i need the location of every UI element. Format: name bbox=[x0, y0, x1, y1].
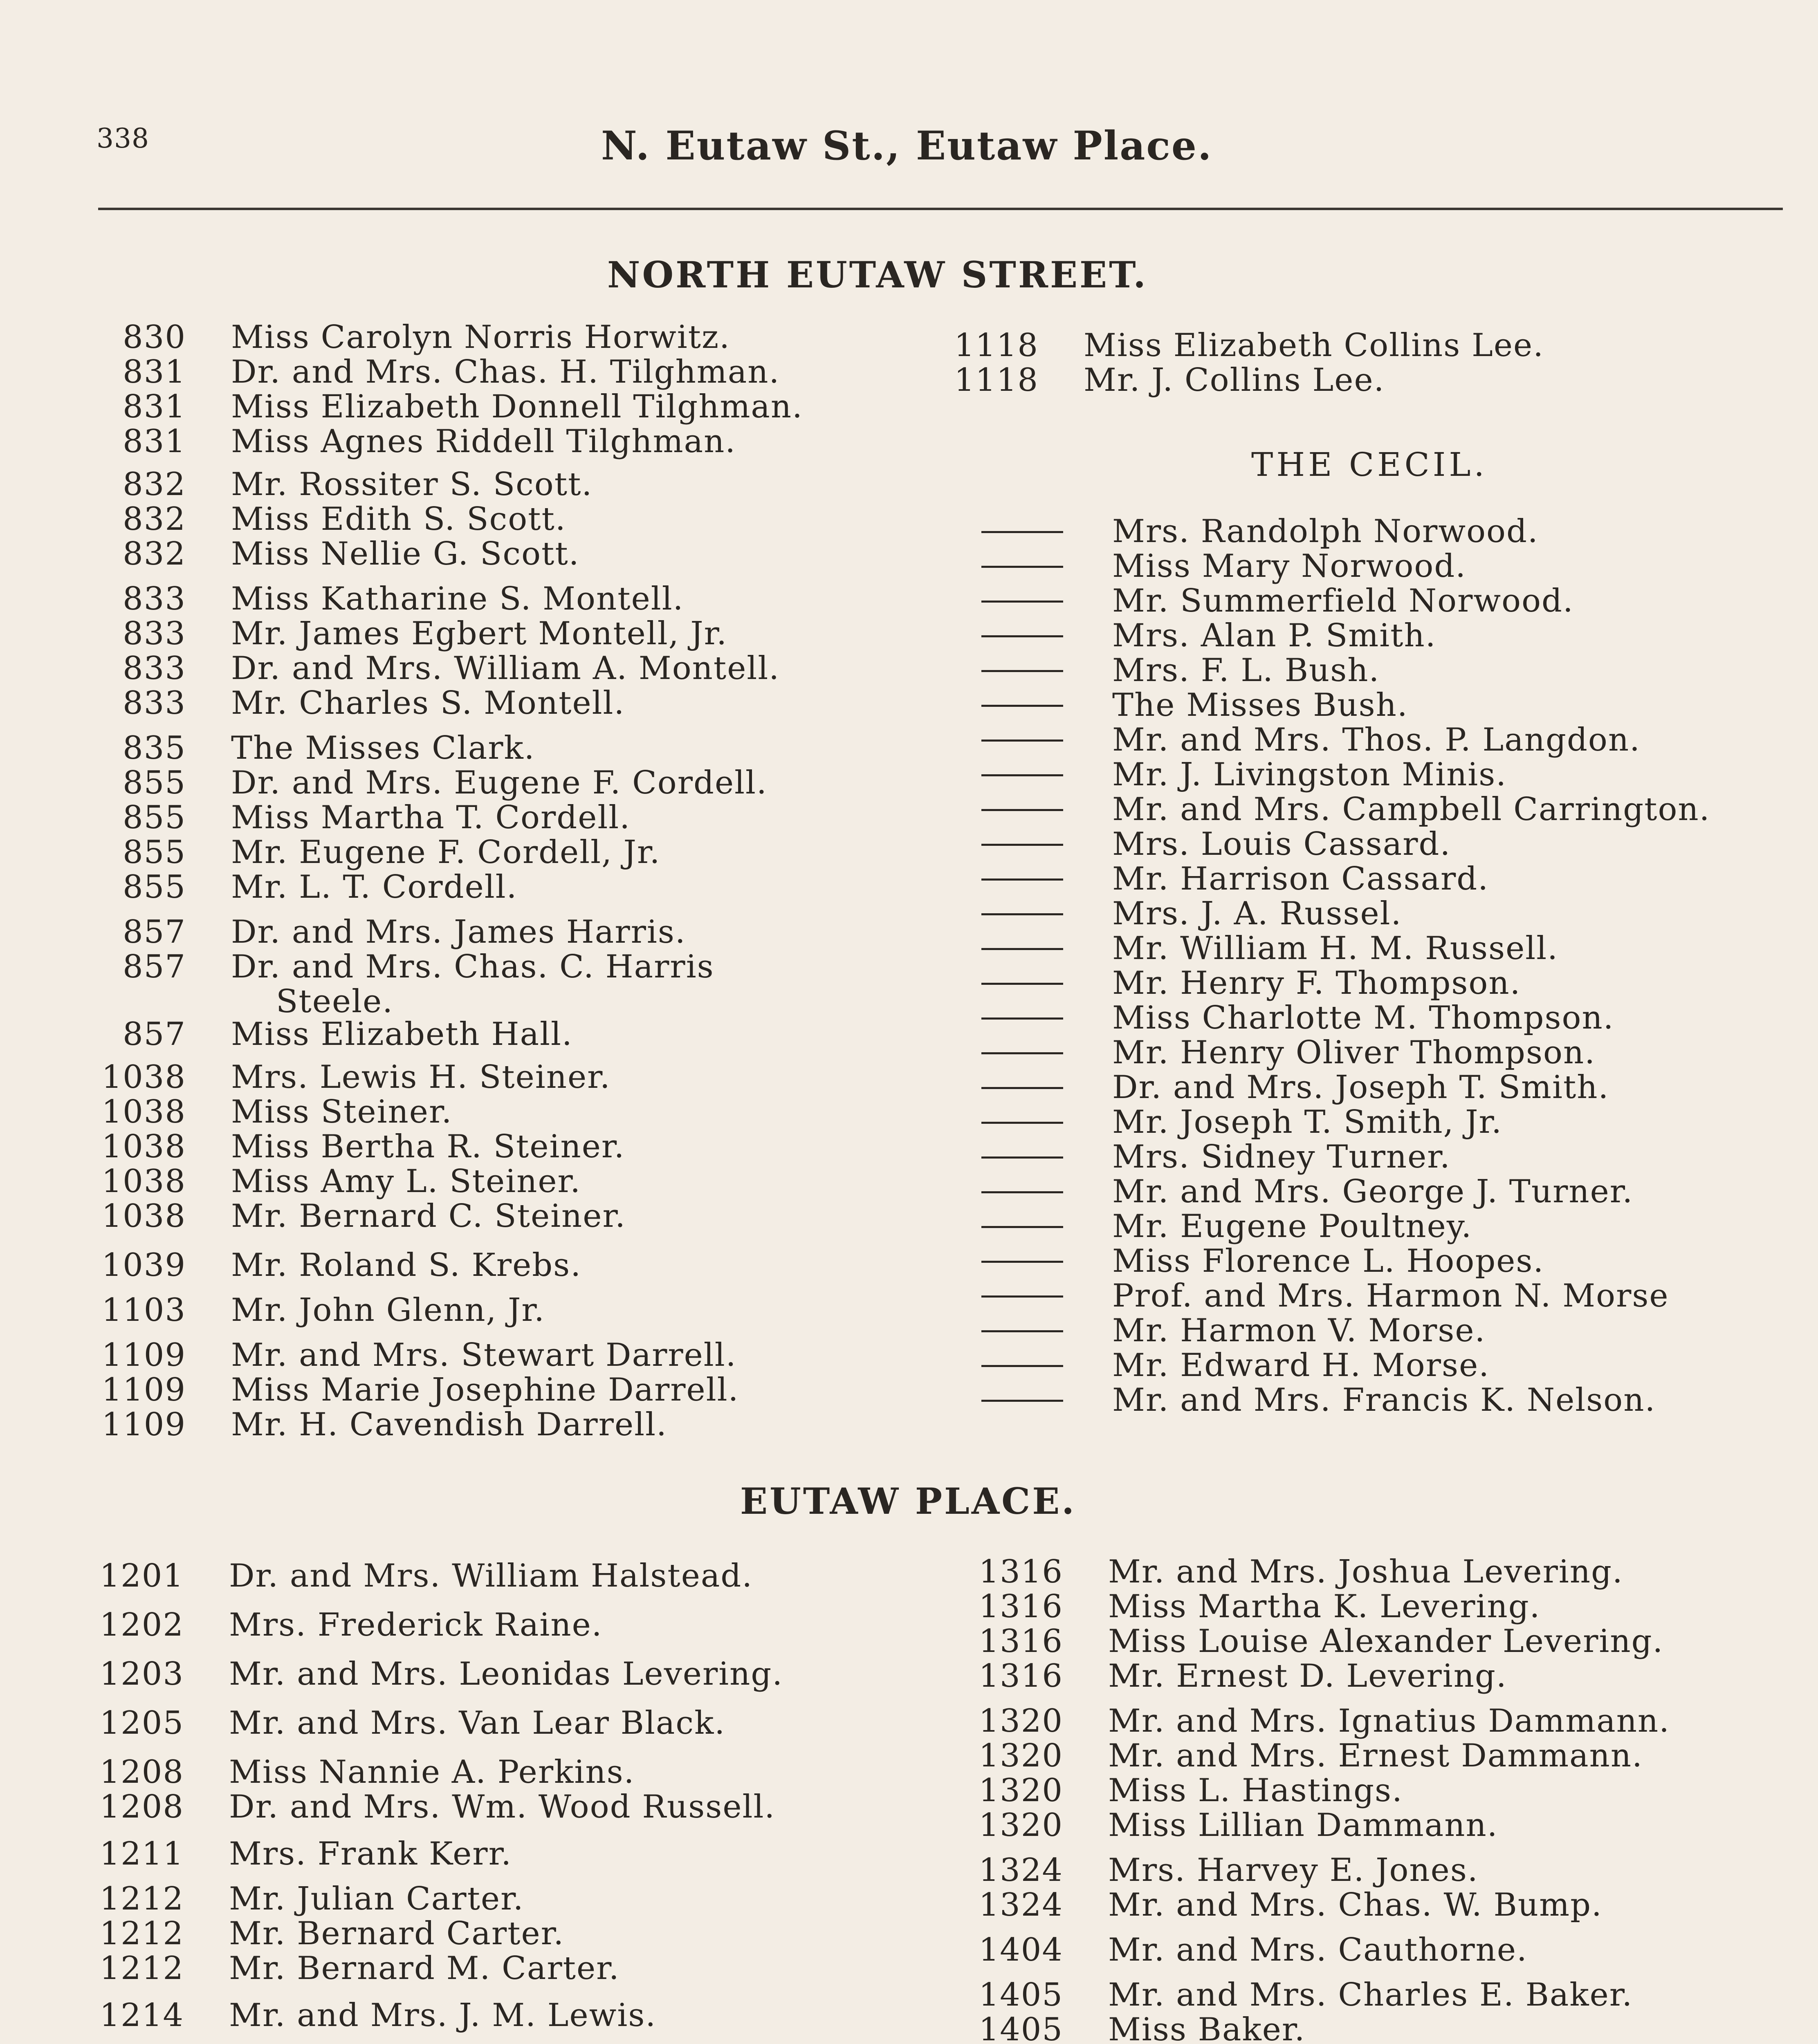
resident-name: Miss Elizabeth Hall. bbox=[231, 1016, 573, 1053]
ditto-dash bbox=[981, 740, 1063, 742]
house-number: 1320 bbox=[979, 1737, 1063, 1774]
resident-name: Mr. Summerfield Norwood. bbox=[1112, 583, 1574, 619]
resident-name: Miss Edith S. Scott. bbox=[231, 501, 566, 538]
resident-name: Mr. Harrison Cassard. bbox=[1112, 861, 1489, 897]
resident-name-continued: Steele. bbox=[276, 983, 393, 1020]
resident-name: Mr. and Mrs. Thos. P. Langdon. bbox=[1112, 722, 1641, 758]
resident-name: Mr. and Mrs. J. M. Lewis. bbox=[229, 1997, 657, 2034]
house-number: 1118 bbox=[954, 327, 1039, 364]
house-number: 1201 bbox=[99, 1558, 184, 1594]
ditto-dash bbox=[981, 1261, 1063, 1263]
house-number: 1316 bbox=[979, 1553, 1063, 1590]
resident-name: Mrs. Lewis H. Steiner. bbox=[231, 1059, 611, 1096]
resident-name: Miss Martha T. Cordell. bbox=[231, 799, 631, 836]
house-number: 1038 bbox=[101, 1198, 186, 1235]
resident-name: Mrs. Randolph Norwood. bbox=[1112, 513, 1539, 550]
house-number: 833 bbox=[123, 685, 186, 722]
ditto-dash bbox=[981, 844, 1063, 846]
resident-name: Miss Florence L. Hoopes. bbox=[1112, 1243, 1544, 1280]
resident-name: Miss L. Hastings. bbox=[1108, 1772, 1403, 1809]
resident-name: Prof. and Mrs. Harmon N. Morse bbox=[1112, 1278, 1669, 1314]
resident-name: Mrs. Sidney Turner. bbox=[1112, 1139, 1451, 1175]
house-number: 830 bbox=[123, 319, 186, 356]
resident-name: Mr. Bernard Carter. bbox=[229, 1915, 565, 1952]
resident-name: Miss Amy L. Steiner. bbox=[231, 1163, 581, 1200]
house-number: 1405 bbox=[979, 2011, 1063, 2044]
house-number: 1208 bbox=[99, 1754, 184, 1791]
resident-name: Mr. and Mrs. Chas. W. Bump. bbox=[1108, 1887, 1603, 1923]
house-number: 1118 bbox=[954, 362, 1039, 399]
resident-name: Dr. and Mrs. Chas. C. Harris bbox=[231, 948, 714, 985]
ditto-dash bbox=[981, 1087, 1063, 1089]
house-number: 832 bbox=[123, 536, 186, 572]
house-number: 1109 bbox=[101, 1372, 186, 1408]
resident-name: Mr. J. Livingston Minis. bbox=[1112, 756, 1507, 793]
resident-name: Mr. and Mrs. Campbell Carrington. bbox=[1112, 791, 1710, 828]
house-number: 835 bbox=[123, 730, 186, 766]
resident-name: The Misses Clark. bbox=[231, 730, 535, 766]
resident-name: Mr. and Mrs. Leonidas Levering. bbox=[229, 1656, 783, 1692]
ditto-dash bbox=[981, 705, 1063, 707]
house-number: 1214 bbox=[99, 1997, 184, 2034]
ditto-dash bbox=[981, 774, 1063, 776]
resident-name: Mr. Henry F. Thompson. bbox=[1112, 965, 1521, 1002]
resident-name: Mr. and Mrs. Cauthorne. bbox=[1108, 1932, 1528, 1968]
ditto-dash bbox=[981, 1226, 1063, 1228]
resident-name: Dr. and Mrs. Wm. Wood Russell. bbox=[229, 1788, 776, 1825]
resident-name: Miss Nellie G. Scott. bbox=[231, 536, 580, 572]
resident-name: Miss Baker. bbox=[1108, 2011, 1306, 2044]
resident-name: Mrs. Alan P. Smith. bbox=[1112, 617, 1436, 654]
resident-name: Dr. and Mrs. Joseph T. Smith. bbox=[1112, 1069, 1609, 1106]
resident-name: Dr. and Mrs. Eugene F. Cordell. bbox=[231, 764, 768, 801]
house-number: 1405 bbox=[979, 1977, 1063, 2013]
subsection-title-the-cecil: THE CECIL. bbox=[1251, 446, 1488, 484]
resident-name: The Misses Bush. bbox=[1112, 687, 1408, 724]
resident-name: Mr. Charles S. Montell. bbox=[231, 685, 625, 722]
resident-name: Mr. Ernest D. Levering. bbox=[1108, 1658, 1507, 1694]
resident-name: Mrs. Louis Cassard. bbox=[1112, 826, 1451, 863]
house-number: 831 bbox=[123, 423, 186, 460]
resident-name: Mrs. Harvey E. Jones. bbox=[1108, 1852, 1479, 1889]
ditto-dash bbox=[981, 601, 1063, 603]
running-title: N. Eutaw St., Eutaw Place. bbox=[601, 123, 1213, 169]
resident-name: Miss Marie Josephine Darrell. bbox=[231, 1372, 739, 1408]
ditto-dash bbox=[981, 809, 1063, 811]
resident-name: Miss Bertha R. Steiner. bbox=[231, 1128, 625, 1165]
house-number: 1320 bbox=[979, 1772, 1063, 1809]
ditto-dash bbox=[981, 566, 1063, 568]
house-number: 1038 bbox=[101, 1059, 186, 1096]
house-number: 1320 bbox=[979, 1807, 1063, 1844]
resident-name: Mr. Bernard M. Carter. bbox=[229, 1950, 620, 1987]
resident-name: Mr. H. Cavendish Darrell. bbox=[231, 1406, 667, 1443]
resident-name: Miss Martha K. Levering. bbox=[1108, 1588, 1541, 1625]
house-number: 1038 bbox=[101, 1094, 186, 1130]
house-number: 1212 bbox=[99, 1880, 184, 1917]
house-number: 857 bbox=[123, 914, 186, 950]
resident-name: Mr. and Mrs. Charles E. Baker. bbox=[1108, 1977, 1633, 2013]
house-number: 1404 bbox=[979, 1932, 1063, 1968]
resident-name: Mr. Julian Carter. bbox=[229, 1880, 524, 1917]
ditto-dash bbox=[981, 913, 1063, 915]
house-number: 857 bbox=[123, 948, 186, 985]
resident-name: Mr. John Glenn, Jr. bbox=[231, 1292, 545, 1329]
resident-name: Mr. L. T. Cordell. bbox=[231, 869, 518, 905]
resident-name: Mr. and Mrs. Ignatius Dammann. bbox=[1108, 1703, 1670, 1739]
house-number: 855 bbox=[123, 834, 186, 871]
ditto-dash bbox=[981, 635, 1063, 637]
house-number: 855 bbox=[123, 869, 186, 905]
house-number: 1109 bbox=[101, 1406, 186, 1443]
house-number: 1038 bbox=[101, 1163, 186, 1200]
house-number: 1320 bbox=[979, 1703, 1063, 1739]
house-number: 855 bbox=[123, 764, 186, 801]
resident-name: Miss Lillian Dammann. bbox=[1108, 1807, 1498, 1844]
header-rule bbox=[98, 208, 1783, 210]
resident-name: Mrs. F. L. Bush. bbox=[1112, 652, 1380, 689]
house-number: 833 bbox=[123, 580, 186, 617]
house-number: 1203 bbox=[99, 1656, 184, 1692]
ditto-dash bbox=[981, 1122, 1063, 1124]
resident-name: Dr. and Mrs. Chas. H. Tilghman. bbox=[231, 354, 780, 390]
resident-name: Mr. and Mrs. Joshua Levering. bbox=[1108, 1553, 1623, 1590]
house-number: 1038 bbox=[101, 1128, 186, 1165]
ditto-dash bbox=[981, 1052, 1063, 1054]
ditto-dash bbox=[981, 983, 1063, 985]
ditto-dash bbox=[981, 1018, 1063, 1020]
resident-name: Miss Steiner. bbox=[231, 1094, 453, 1130]
house-number: 833 bbox=[123, 615, 186, 652]
house-number: 1103 bbox=[101, 1292, 186, 1329]
house-number: 1211 bbox=[99, 1836, 184, 1872]
resident-name: Miss Agnes Riddell Tilghman. bbox=[231, 423, 736, 460]
resident-name: Dr. and Mrs. William A. Montell. bbox=[231, 650, 780, 687]
resident-name: Mr. J. Collins Lee. bbox=[1084, 362, 1385, 399]
house-number: 1039 bbox=[101, 1247, 186, 1284]
resident-name: Mr. Eugene F. Cordell, Jr. bbox=[231, 834, 661, 871]
house-number: 831 bbox=[123, 388, 186, 425]
house-number: 1316 bbox=[979, 1588, 1063, 1625]
resident-name: Mr. and Mrs. Francis K. Nelson. bbox=[1112, 1382, 1656, 1419]
resident-name: Mr. Henry Oliver Thompson. bbox=[1112, 1034, 1596, 1071]
house-number: 1324 bbox=[979, 1852, 1063, 1889]
resident-name: Dr. and Mrs. James Harris. bbox=[231, 914, 686, 950]
resident-name: Mrs. J. A. Russel. bbox=[1112, 895, 1402, 932]
resident-name: Mr. Harmon V. Morse. bbox=[1112, 1312, 1486, 1349]
resident-name: Mr. William H. M. Russell. bbox=[1112, 930, 1558, 967]
resident-name: Miss Elizabeth Collins Lee. bbox=[1084, 327, 1544, 364]
ditto-dash bbox=[981, 670, 1063, 672]
resident-name: Mr. Roland S. Krebs. bbox=[231, 1247, 581, 1284]
resident-name: Mr. James Egbert Montell, Jr. bbox=[231, 615, 728, 652]
ditto-dash bbox=[981, 531, 1063, 533]
section-title-eutaw-place: EUTAW PLACE. bbox=[740, 1480, 1076, 1522]
resident-name: Mr. and Mrs. George J. Turner. bbox=[1112, 1173, 1634, 1210]
house-number: 1208 bbox=[99, 1788, 184, 1825]
resident-name: Mr. Rossiter S. Scott. bbox=[231, 466, 593, 503]
resident-name: Miss Elizabeth Donnell Tilghman. bbox=[231, 388, 803, 425]
resident-name: Mr. Bernard C. Steiner. bbox=[231, 1198, 626, 1235]
resident-name: Mr. and Mrs. Van Lear Black. bbox=[229, 1705, 726, 1741]
house-number: 832 bbox=[123, 501, 186, 538]
resident-name: Miss Carolyn Norris Horwitz. bbox=[231, 319, 730, 356]
resident-name: Miss Louise Alexander Levering. bbox=[1108, 1623, 1664, 1660]
section-title-north-eutaw: NORTH EUTAW STREET. bbox=[607, 253, 1148, 296]
page-number: 338 bbox=[97, 123, 149, 154]
ditto-dash bbox=[981, 1156, 1063, 1159]
house-number: 857 bbox=[123, 1016, 186, 1053]
house-number: 1205 bbox=[99, 1705, 184, 1741]
resident-name: Mr. Joseph T. Smith, Jr. bbox=[1112, 1104, 1502, 1141]
house-number: 1212 bbox=[99, 1950, 184, 1987]
resident-name: Mrs. Frederick Raine. bbox=[229, 1607, 603, 1643]
resident-name: Miss Mary Norwood. bbox=[1112, 548, 1467, 585]
house-number: 1109 bbox=[101, 1337, 186, 1374]
resident-name: Mr. Eugene Poultney. bbox=[1112, 1208, 1472, 1245]
resident-name: Mr. Edward H. Morse. bbox=[1112, 1347, 1490, 1384]
resident-name: Miss Katharine S. Montell. bbox=[231, 580, 684, 617]
house-number: 1316 bbox=[979, 1658, 1063, 1694]
resident-name: Mr. and Mrs. Ernest Dammann. bbox=[1108, 1737, 1643, 1774]
house-number: 1324 bbox=[979, 1887, 1063, 1923]
resident-name: Miss Charlotte M. Thompson. bbox=[1112, 1000, 1614, 1036]
resident-name: Dr. and Mrs. William Halstead. bbox=[229, 1558, 753, 1594]
ditto-dash bbox=[981, 1295, 1063, 1298]
house-number: 832 bbox=[123, 466, 186, 503]
ditto-dash bbox=[981, 948, 1063, 950]
ditto-dash bbox=[981, 1330, 1063, 1332]
house-number: 1202 bbox=[99, 1607, 184, 1643]
ditto-dash bbox=[981, 1365, 1063, 1367]
house-number: 833 bbox=[123, 650, 186, 687]
ditto-dash bbox=[981, 879, 1063, 881]
house-number: 1316 bbox=[979, 1623, 1063, 1660]
house-number: 1212 bbox=[99, 1915, 184, 1952]
resident-name: Mr. and Mrs. Stewart Darrell. bbox=[231, 1337, 737, 1374]
house-number: 831 bbox=[123, 354, 186, 390]
house-number: 855 bbox=[123, 799, 186, 836]
resident-name: Mrs. Frank Kerr. bbox=[229, 1836, 512, 1872]
ditto-dash bbox=[981, 1400, 1063, 1402]
ditto-dash bbox=[981, 1191, 1063, 1193]
resident-name: Miss Nannie A. Perkins. bbox=[229, 1754, 635, 1791]
